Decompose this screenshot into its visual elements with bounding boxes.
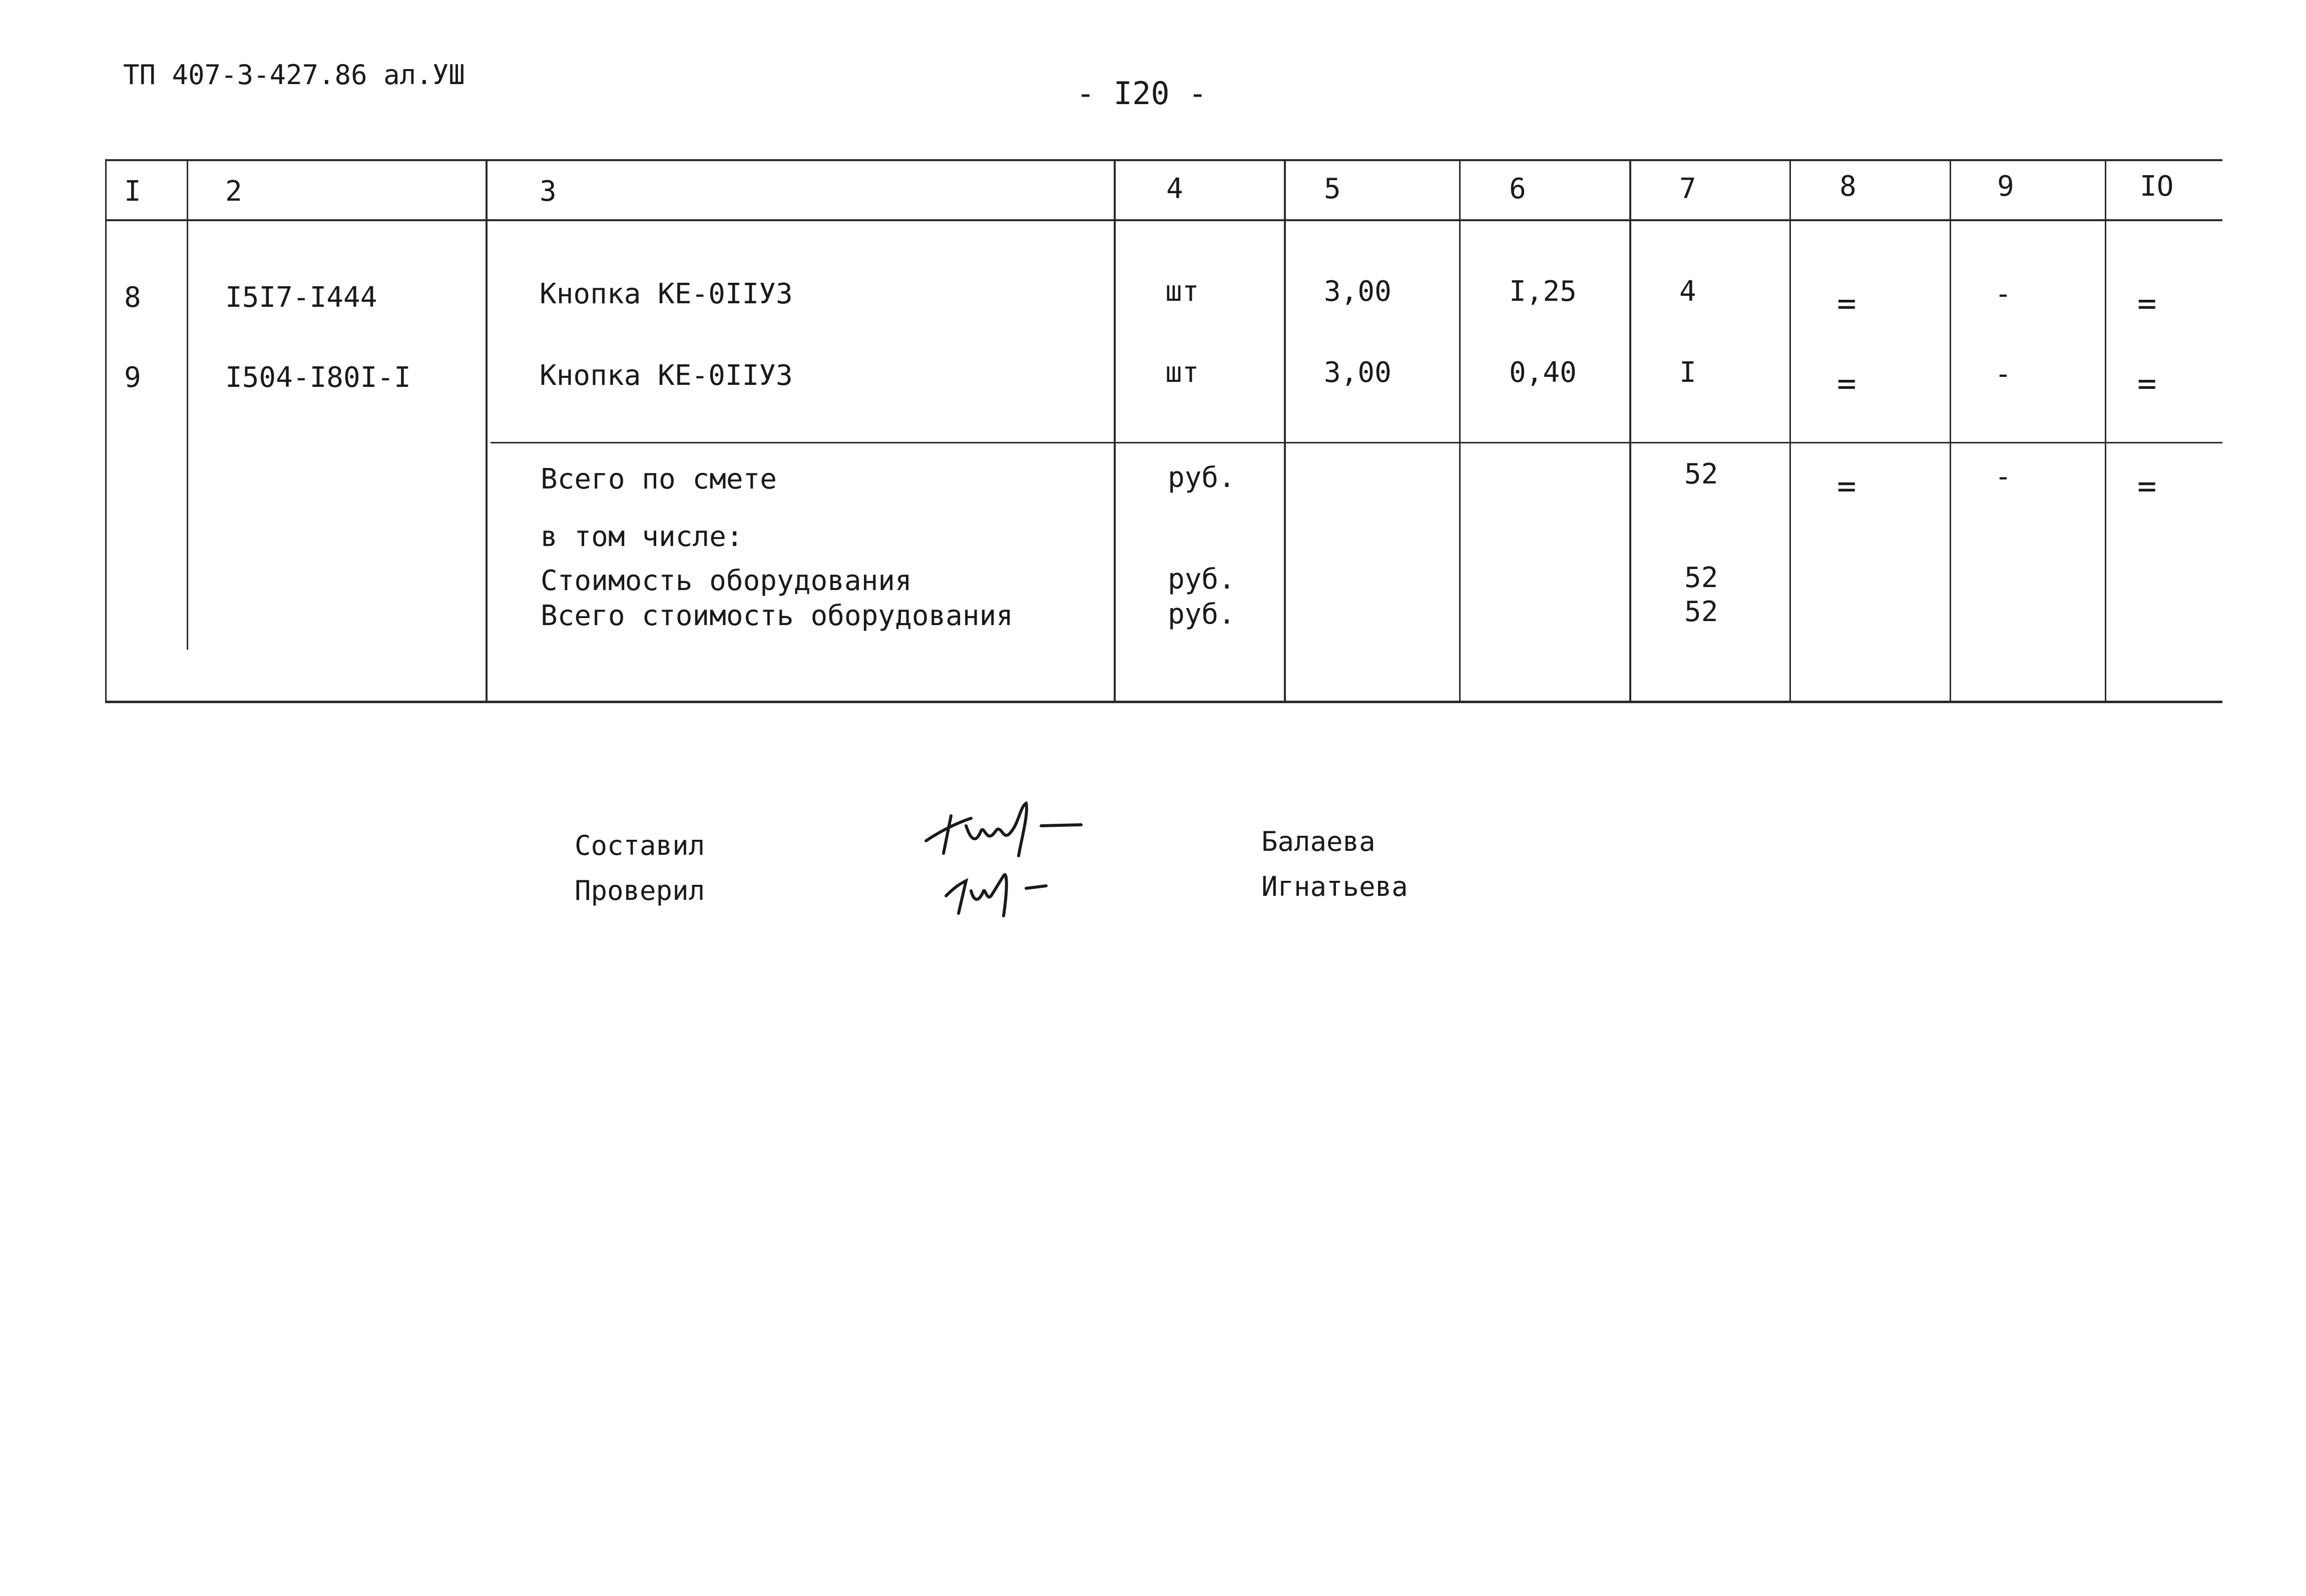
header-col-1: I bbox=[124, 175, 141, 208]
item-col-8: = bbox=[1837, 285, 1857, 322]
header-col-9: 9 bbox=[1997, 170, 2014, 203]
total-col-8: = bbox=[1837, 468, 1857, 505]
total-unit: руб. bbox=[1168, 461, 1235, 494]
table-top-border bbox=[105, 159, 2222, 161]
row-number: 8 bbox=[124, 281, 141, 314]
total-label: Всего по смете bbox=[541, 463, 777, 495]
table-header-border bbox=[105, 219, 2222, 221]
col-divider-2 bbox=[187, 159, 188, 650]
document-code: ТП 407-3-427.86 ал.УШ bbox=[123, 59, 465, 91]
including-label: в том числе: bbox=[541, 520, 743, 553]
item-col-6: I,25 bbox=[1509, 275, 1577, 308]
item-col-9: - bbox=[1995, 278, 2012, 310]
col-divider-5 bbox=[1284, 159, 1286, 703]
signature-scribble-compiled bbox=[921, 796, 1086, 866]
header-col-6: 6 bbox=[1509, 173, 1526, 205]
compiled-by-label: Составил bbox=[575, 830, 705, 861]
item-col-5: 3,00 bbox=[1324, 356, 1392, 389]
header-col-7: 7 bbox=[1679, 173, 1696, 205]
table-bottom-border bbox=[105, 701, 2222, 703]
col-divider-3 bbox=[486, 159, 488, 703]
page-number: - I20 - bbox=[1076, 75, 1207, 112]
total-col-10: = bbox=[2137, 468, 2157, 505]
equipment-label: Стоимость оборудования bbox=[541, 565, 912, 597]
header-col-4: 4 bbox=[1166, 173, 1183, 205]
total-col-9: - bbox=[1995, 460, 2012, 493]
col-divider-1 bbox=[105, 159, 107, 701]
item-name: Кнопка КЕ-0IIУ3 bbox=[540, 278, 793, 310]
row-number: 9 bbox=[124, 361, 141, 394]
checked-by-name: Игнатьева bbox=[1261, 871, 1408, 902]
item-col-7: 4 bbox=[1679, 275, 1696, 308]
equipment-total-label: Всего стоимость оборудования bbox=[541, 600, 1014, 632]
checked-by-label: Проверил bbox=[575, 875, 705, 906]
col-divider-9 bbox=[1950, 159, 1951, 703]
header-col-2: 2 bbox=[225, 175, 242, 208]
header-col-8: 8 bbox=[1839, 170, 1857, 203]
item-col-10: = bbox=[2137, 285, 2157, 322]
col-divider-4 bbox=[1114, 159, 1116, 703]
item-col-7: I bbox=[1679, 356, 1696, 389]
item-code: I5I7-I444 bbox=[225, 281, 377, 314]
item-unit: шт bbox=[1165, 356, 1199, 389]
total-value: 52 bbox=[1684, 458, 1718, 490]
header-col-10: IO bbox=[2140, 170, 2174, 203]
col-divider-6 bbox=[1459, 159, 1461, 703]
equipment-value: 52 bbox=[1684, 562, 1718, 594]
item-col-9: - bbox=[1995, 358, 2012, 390]
equipment-total-value: 52 bbox=[1684, 596, 1718, 628]
header-col-3: 3 bbox=[540, 175, 557, 208]
col-divider-8 bbox=[1789, 159, 1791, 703]
col-divider-10 bbox=[2105, 159, 2106, 703]
item-col-6: 0,40 bbox=[1509, 356, 1577, 389]
item-name: Кнопка КЕ-0IIУ3 bbox=[540, 359, 793, 392]
table-subtotal-border bbox=[491, 442, 2222, 443]
item-col-5: 3,00 bbox=[1324, 275, 1392, 308]
signature-scribble-checked bbox=[941, 861, 1071, 921]
equipment-unit: руб. bbox=[1168, 563, 1235, 596]
col-divider-7 bbox=[1629, 159, 1631, 703]
compiled-by-name: Балаева bbox=[1261, 826, 1375, 857]
item-code: I504-I80I-I bbox=[225, 361, 411, 394]
equipment-total-unit: руб. bbox=[1168, 598, 1235, 631]
item-col-8: = bbox=[1837, 365, 1857, 402]
header-col-5: 5 bbox=[1324, 173, 1341, 205]
item-col-10: = bbox=[2137, 365, 2157, 402]
item-unit: шт bbox=[1165, 275, 1199, 308]
